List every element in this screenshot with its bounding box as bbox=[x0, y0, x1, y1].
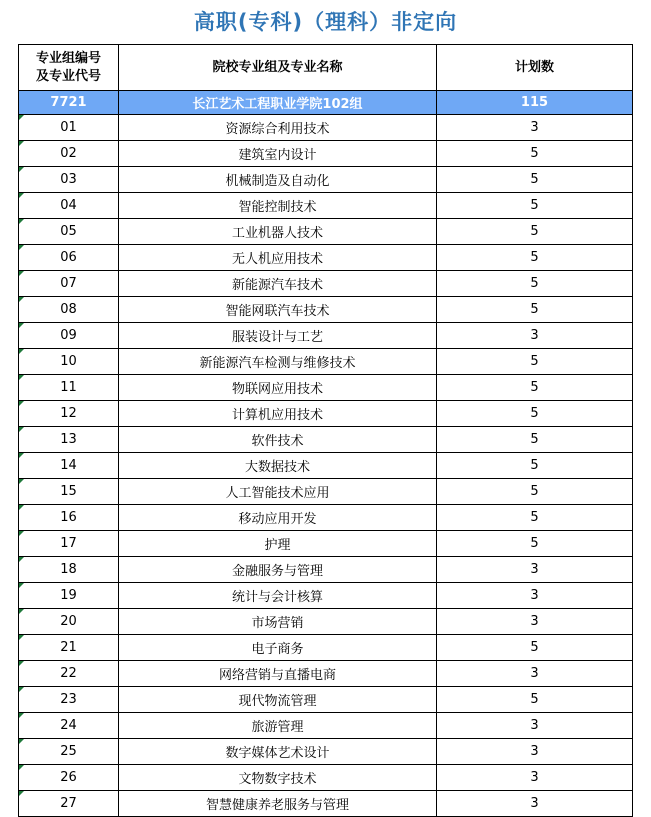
cell-marker-icon bbox=[19, 609, 24, 614]
row-name: 现代物流管理 bbox=[119, 687, 437, 713]
table-row bbox=[19, 375, 633, 401]
row-code-text: 21 bbox=[60, 640, 77, 655]
row-name: 新能源汽车检测与维修技术 bbox=[119, 349, 437, 375]
row-name: 护理 bbox=[119, 531, 437, 557]
table-header-row bbox=[19, 45, 633, 91]
row-plan: 5 bbox=[437, 271, 633, 297]
group-name: 长江艺术工程职业学院102组 bbox=[119, 91, 437, 115]
row-code bbox=[19, 453, 119, 479]
row-code-text: 08 bbox=[60, 302, 77, 317]
table-row bbox=[19, 349, 633, 375]
row-code-text: 24 bbox=[60, 718, 77, 733]
row-name: 软件技术 bbox=[119, 427, 437, 453]
row-plan: 5 bbox=[437, 401, 633, 427]
table-row bbox=[19, 141, 633, 167]
row-code bbox=[19, 193, 119, 219]
row-code bbox=[19, 349, 119, 375]
table-row bbox=[19, 427, 633, 453]
row-code-text: 23 bbox=[60, 692, 77, 707]
row-plan: 5 bbox=[437, 349, 633, 375]
table-row bbox=[19, 609, 633, 635]
row-code bbox=[19, 531, 119, 557]
row-code-text: 18 bbox=[60, 562, 77, 577]
cell-marker-icon bbox=[19, 115, 24, 120]
row-code-text: 19 bbox=[60, 588, 77, 603]
row-plan: 5 bbox=[437, 505, 633, 531]
table-row bbox=[19, 531, 633, 557]
row-code-text: 16 bbox=[60, 510, 77, 525]
row-code bbox=[19, 271, 119, 297]
row-code bbox=[19, 115, 119, 141]
row-plan: 3 bbox=[437, 713, 633, 739]
cell-marker-icon bbox=[19, 427, 24, 432]
row-code-text: 25 bbox=[60, 744, 77, 759]
row-code-text: 11 bbox=[60, 380, 77, 395]
cell-marker-icon bbox=[19, 635, 24, 640]
table-row bbox=[19, 115, 633, 141]
row-code-text: 02 bbox=[60, 146, 77, 161]
row-code-text: 07 bbox=[60, 276, 77, 291]
table-row bbox=[19, 479, 633, 505]
row-code bbox=[19, 583, 119, 609]
row-name: 数字媒体艺术设计 bbox=[119, 739, 437, 765]
row-code-text: 06 bbox=[60, 250, 77, 265]
cell-marker-icon bbox=[19, 583, 24, 588]
cell-marker-icon bbox=[19, 661, 24, 666]
table-row bbox=[19, 791, 633, 817]
cell-marker-icon bbox=[19, 739, 24, 744]
row-plan: 5 bbox=[437, 375, 633, 401]
row-name: 计算机应用技术 bbox=[119, 401, 437, 427]
row-code-text: 20 bbox=[60, 614, 77, 629]
row-plan: 3 bbox=[437, 791, 633, 817]
row-code bbox=[19, 479, 119, 505]
row-plan: 3 bbox=[437, 661, 633, 687]
row-name: 机械制造及自动化 bbox=[119, 167, 437, 193]
row-code-text: 15 bbox=[60, 484, 77, 499]
cell-marker-icon bbox=[19, 453, 24, 458]
row-name: 工业机器人技术 bbox=[119, 219, 437, 245]
row-code bbox=[19, 609, 119, 635]
row-name: 网络营销与直播电商 bbox=[119, 661, 437, 687]
cell-marker-icon bbox=[19, 713, 24, 718]
row-name: 无人机应用技术 bbox=[119, 245, 437, 271]
group-row bbox=[19, 91, 633, 115]
row-name: 新能源汽车技术 bbox=[119, 271, 437, 297]
row-plan: 3 bbox=[437, 583, 633, 609]
row-name: 文物数字技术 bbox=[119, 765, 437, 791]
row-code-text: 22 bbox=[60, 666, 77, 681]
row-code bbox=[19, 401, 119, 427]
table-row bbox=[19, 505, 633, 531]
row-code bbox=[19, 167, 119, 193]
row-name: 统计与会计核算 bbox=[119, 583, 437, 609]
table-row bbox=[19, 765, 633, 791]
row-code-text: 27 bbox=[60, 796, 77, 811]
cell-marker-icon bbox=[19, 141, 24, 146]
table-row bbox=[19, 687, 633, 713]
table-row bbox=[19, 583, 633, 609]
cell-marker-icon bbox=[19, 765, 24, 770]
table-row bbox=[19, 453, 633, 479]
row-plan: 5 bbox=[437, 219, 633, 245]
cell-marker-icon bbox=[19, 297, 24, 302]
row-plan: 5 bbox=[437, 531, 633, 557]
row-code-text: 03 bbox=[60, 172, 77, 187]
row-code-text: 05 bbox=[60, 224, 77, 239]
cell-marker-icon bbox=[19, 167, 24, 172]
row-code bbox=[19, 297, 119, 323]
cell-marker-icon bbox=[19, 375, 24, 380]
row-name: 智能控制技术 bbox=[119, 193, 437, 219]
row-plan: 3 bbox=[437, 765, 633, 791]
row-plan: 3 bbox=[437, 739, 633, 765]
table-row bbox=[19, 635, 633, 661]
group-plan: 115 bbox=[437, 91, 633, 115]
cell-marker-icon bbox=[19, 791, 24, 796]
row-plan: 5 bbox=[437, 687, 633, 713]
row-plan: 5 bbox=[437, 453, 633, 479]
table-row bbox=[19, 713, 633, 739]
row-code-text: 17 bbox=[60, 536, 77, 551]
row-name: 建筑室内设计 bbox=[119, 141, 437, 167]
cell-marker-icon bbox=[19, 531, 24, 536]
row-code bbox=[19, 375, 119, 401]
cell-marker-icon bbox=[19, 193, 24, 198]
row-name: 资源综合利用技术 bbox=[119, 115, 437, 141]
row-plan: 5 bbox=[437, 167, 633, 193]
row-plan: 5 bbox=[437, 479, 633, 505]
row-plan: 5 bbox=[437, 427, 633, 453]
group-code: 7721 bbox=[19, 91, 119, 115]
row-code bbox=[19, 141, 119, 167]
row-name: 金融服务与管理 bbox=[119, 557, 437, 583]
row-code bbox=[19, 557, 119, 583]
row-code bbox=[19, 791, 119, 817]
row-code bbox=[19, 219, 119, 245]
row-code bbox=[19, 765, 119, 791]
cell-marker-icon bbox=[19, 401, 24, 406]
row-code bbox=[19, 505, 119, 531]
row-name: 智能网联汽车技术 bbox=[119, 297, 437, 323]
cell-marker-icon bbox=[19, 687, 24, 692]
cell-marker-icon bbox=[19, 323, 24, 328]
row-plan: 3 bbox=[437, 115, 633, 141]
row-name: 市场营销 bbox=[119, 609, 437, 635]
enrollment-plan-table bbox=[18, 44, 633, 817]
table-row bbox=[19, 557, 633, 583]
header-name: 院校专业组及专业名称 bbox=[119, 45, 437, 91]
row-plan: 3 bbox=[437, 609, 633, 635]
header-plan: 计划数 bbox=[437, 45, 633, 91]
row-plan: 5 bbox=[437, 297, 633, 323]
row-code bbox=[19, 739, 119, 765]
row-code bbox=[19, 713, 119, 739]
row-code bbox=[19, 323, 119, 349]
row-code-text: 12 bbox=[60, 406, 77, 421]
table-row bbox=[19, 401, 633, 427]
row-name: 人工智能技术应用 bbox=[119, 479, 437, 505]
table-row bbox=[19, 219, 633, 245]
row-code bbox=[19, 687, 119, 713]
row-code-text: 04 bbox=[60, 198, 77, 213]
page-title: 高职(专科)（理科）非定向 bbox=[193, 10, 458, 34]
row-code-text: 13 bbox=[60, 432, 77, 447]
row-code bbox=[19, 427, 119, 453]
table-row bbox=[19, 193, 633, 219]
table-row bbox=[19, 661, 633, 687]
cell-marker-icon bbox=[19, 557, 24, 562]
row-name: 服装设计与工艺 bbox=[119, 323, 437, 349]
table-row bbox=[19, 323, 633, 349]
table-row bbox=[19, 245, 633, 271]
header-code: 专业组编号 及专业代号 bbox=[19, 45, 119, 91]
cell-marker-icon bbox=[19, 505, 24, 510]
row-name: 旅游管理 bbox=[119, 713, 437, 739]
row-name: 大数据技术 bbox=[119, 453, 437, 479]
row-plan: 3 bbox=[437, 323, 633, 349]
row-name: 移动应用开发 bbox=[119, 505, 437, 531]
cell-marker-icon bbox=[19, 245, 24, 250]
table-row bbox=[19, 271, 633, 297]
cell-marker-icon bbox=[19, 219, 24, 224]
row-name: 智慧健康养老服务与管理 bbox=[119, 791, 437, 817]
cell-marker-icon bbox=[19, 349, 24, 354]
row-plan: 3 bbox=[437, 557, 633, 583]
row-name: 电子商务 bbox=[119, 635, 437, 661]
cell-marker-icon bbox=[19, 479, 24, 484]
row-plan: 5 bbox=[437, 141, 633, 167]
row-plan: 5 bbox=[437, 193, 633, 219]
row-code-text: 09 bbox=[60, 328, 77, 343]
row-plan: 5 bbox=[437, 635, 633, 661]
table-row bbox=[19, 167, 633, 193]
row-code-text: 01 bbox=[60, 120, 77, 135]
row-code bbox=[19, 245, 119, 271]
row-code-text: 14 bbox=[60, 458, 77, 473]
cell-marker-icon bbox=[19, 271, 24, 276]
table-row bbox=[19, 739, 633, 765]
row-code bbox=[19, 635, 119, 661]
row-plan: 5 bbox=[437, 245, 633, 271]
row-name: 物联网应用技术 bbox=[119, 375, 437, 401]
table-row bbox=[19, 297, 633, 323]
row-code-text: 26 bbox=[60, 770, 77, 785]
row-code bbox=[19, 661, 119, 687]
row-code-text: 10 bbox=[60, 354, 77, 369]
